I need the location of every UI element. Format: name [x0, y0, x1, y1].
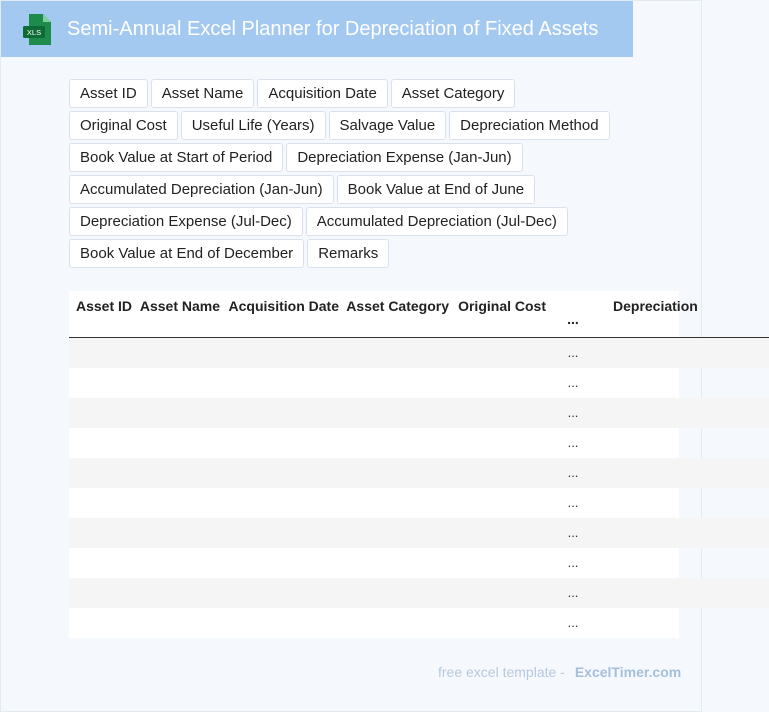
table-cell[interactable]: [69, 368, 138, 398]
table-row[interactable]: [69, 337, 769, 368]
column-chip[interactable]: Depreciation Expense (Jul-Dec): [69, 207, 303, 236]
table-cell[interactable]: [455, 548, 552, 578]
table-cell[interactable]: [455, 458, 552, 488]
table-cell[interactable]: [138, 337, 226, 368]
table-cell[interactable]: [345, 428, 455, 458]
table-cell[interactable]: [345, 368, 455, 398]
column-chip[interactable]: Accumulated Depreciation (Jul-Dec): [306, 207, 568, 236]
footer-text: free excel template -: [438, 664, 565, 680]
table-cell[interactable]: [226, 548, 345, 578]
page-header: [1, 1, 633, 57]
table-cell[interactable]: [594, 578, 769, 608]
column-header-asset-id[interactable]: Asset ID: [69, 291, 138, 337]
table-cell[interactable]: [138, 428, 226, 458]
table-cell[interactable]: [455, 368, 552, 398]
column-chip[interactable]: Asset Name: [151, 79, 255, 108]
table-cell[interactable]: [226, 518, 345, 548]
table-cell[interactable]: [69, 458, 138, 488]
table-cell[interactable]: [455, 428, 552, 458]
row-ellipsis: ...: [567, 495, 579, 510]
table-row[interactable]: [69, 368, 769, 398]
table-cell[interactable]: [345, 548, 455, 578]
column-header-depreciation[interactable]: Depreciation: [594, 291, 769, 337]
footer: [438, 664, 681, 680]
table-cell[interactable]: [138, 608, 226, 638]
column-chip[interactable]: Salvage Value: [329, 111, 447, 140]
row-ellipsis: ...: [567, 435, 579, 450]
table-cell[interactable]: [455, 398, 552, 428]
row-ellipsis: ...: [567, 375, 579, 390]
table-cell[interactable]: [345, 458, 455, 488]
table-cell[interactable]: [69, 398, 138, 428]
column-chip[interactable]: Remarks: [307, 239, 389, 268]
column-chip[interactable]: Accumulated Depreciation (Jan-Jun): [69, 175, 334, 204]
table-cell[interactable]: [138, 458, 226, 488]
column-chip[interactable]: Useful Life (Years): [181, 111, 326, 140]
table-row[interactable]: [69, 398, 769, 428]
page-title: Semi-Annual Excel Planner for Depreciation of Fixed Assets: [67, 18, 599, 40]
column-header-original-cost[interactable]: Original Cost: [455, 291, 552, 337]
column-chip[interactable]: Asset Category: [391, 79, 516, 108]
table-cell[interactable]: [138, 368, 226, 398]
table-row[interactable]: [69, 608, 769, 638]
column-header-acquisition-date[interactable]: Acquisition Date: [226, 291, 345, 337]
table-cell[interactable]: [594, 428, 769, 458]
table-cell[interactable]: [138, 518, 226, 548]
table-cell[interactable]: [455, 608, 552, 638]
row-ellipsis: ...: [552, 578, 594, 608]
table-cell[interactable]: [138, 548, 226, 578]
table-cell[interactable]: [594, 488, 769, 518]
table-cell[interactable]: [226, 488, 345, 518]
column-header-ellipsis: ...: [552, 291, 594, 337]
row-ellipsis: ...: [552, 398, 594, 428]
column-chip-list: [69, 79, 629, 271]
column-header-asset-category[interactable]: Asset Category: [345, 291, 455, 337]
row-ellipsis: ...: [552, 518, 594, 548]
table-cell[interactable]: [138, 578, 226, 608]
table-cell[interactable]: [69, 428, 138, 458]
table-cell[interactable]: [226, 368, 345, 398]
table-cell[interactable]: [226, 578, 345, 608]
column-chip[interactable]: Depreciation Method: [449, 111, 609, 140]
table-row[interactable]: [69, 428, 769, 458]
table-cell[interactable]: [69, 578, 138, 608]
table-cell[interactable]: [226, 458, 345, 488]
svg-text:XLS: XLS: [26, 28, 42, 37]
row-ellipsis: ...: [567, 555, 579, 570]
table-cell[interactable]: [455, 337, 552, 368]
table-cell[interactable]: [69, 608, 138, 638]
table-cell[interactable]: [345, 608, 455, 638]
column-chip[interactable]: Book Value at Start of Period: [69, 143, 283, 172]
column-chip[interactable]: Asset ID: [69, 79, 148, 108]
table-cell[interactable]: [594, 458, 769, 488]
table-cell[interactable]: [594, 337, 769, 368]
table-cell[interactable]: [345, 488, 455, 518]
column-chip[interactable]: Book Value at End of December: [69, 239, 304, 268]
xls-file-icon: [23, 14, 51, 45]
table-cell[interactable]: [594, 518, 769, 548]
column-header-asset-name[interactable]: Asset Name: [138, 291, 226, 337]
table-cell[interactable]: [138, 488, 226, 518]
table-cell[interactable]: [345, 398, 455, 428]
row-ellipsis: ...: [567, 615, 579, 630]
table-cell[interactable]: [594, 368, 769, 398]
table-row[interactable]: [69, 488, 769, 518]
row-ellipsis: ...: [552, 458, 594, 488]
footer-brand-link[interactable]: ExcelTimer.com: [574, 664, 682, 680]
table-cell[interactable]: [345, 518, 455, 548]
data-table[interactable]: [69, 291, 698, 638]
table-row[interactable]: [69, 458, 769, 488]
table-cell[interactable]: [455, 578, 552, 608]
table-cell[interactable]: [455, 518, 552, 548]
column-chip[interactable]: Acquisition Date: [257, 79, 387, 108]
column-chip[interactable]: Book Value at End of June: [337, 175, 536, 204]
table-cell[interactable]: [226, 337, 345, 368]
table-cell[interactable]: [138, 398, 226, 428]
row-ellipsis: ...: [552, 337, 594, 368]
table-cell[interactable]: [226, 428, 345, 458]
table-cell[interactable]: [455, 488, 552, 518]
table-row[interactable]: [69, 548, 769, 578]
table-cell[interactable]: [345, 578, 455, 608]
table-cell[interactable]: [594, 608, 769, 638]
table-cell[interactable]: [226, 608, 345, 638]
table-row[interactable]: [69, 518, 769, 548]
column-chip[interactable]: Depreciation Expense (Jan-Jun): [286, 143, 522, 172]
table-cell[interactable]: [345, 337, 455, 368]
table-cell[interactable]: [69, 518, 138, 548]
table-cell[interactable]: [594, 398, 769, 428]
table-header-row: [69, 291, 769, 337]
table-cell[interactable]: [594, 548, 769, 578]
table-cell[interactable]: [226, 398, 345, 428]
table-cell[interactable]: [69, 548, 138, 578]
table-cell[interactable]: [69, 488, 138, 518]
column-chip[interactable]: Original Cost: [69, 111, 178, 140]
table-row[interactable]: [69, 578, 769, 608]
table-cell[interactable]: [69, 337, 138, 368]
